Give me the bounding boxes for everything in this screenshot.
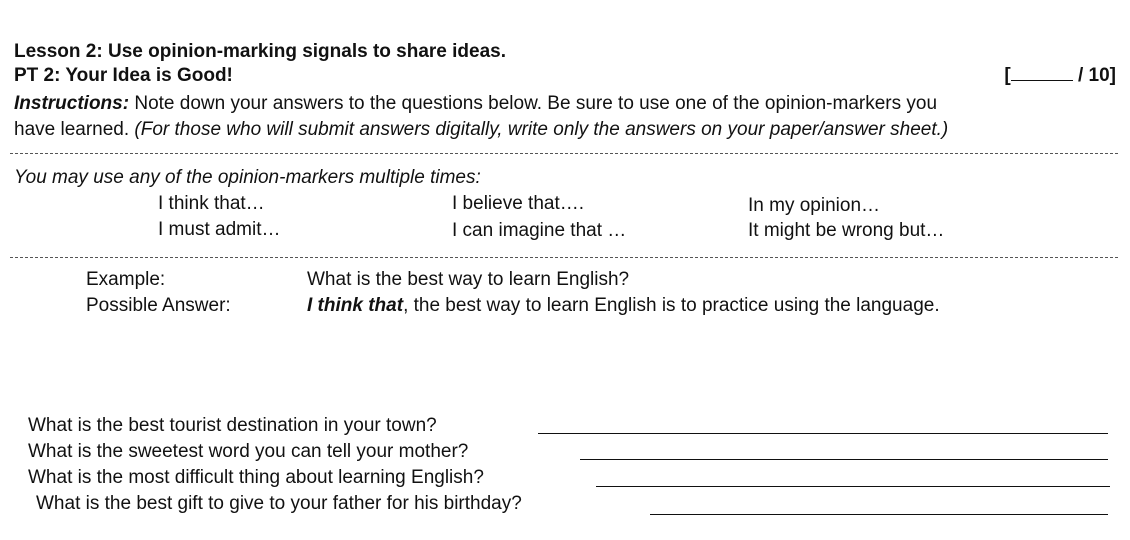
score-total: / 10]	[1077, 65, 1116, 86]
example-answer	[307, 294, 940, 318]
dashed-divider-bottom	[10, 257, 1118, 258]
instructions-line-1	[14, 92, 937, 116]
example-question: What is the best way to learn English?	[307, 269, 630, 290]
marker-item: I believe that….	[452, 193, 585, 214]
answer-line-2[interactable]	[580, 459, 1108, 460]
marker-item: In my opinion…	[748, 195, 881, 216]
question-1: What is the best tourist destination in your town?	[28, 415, 437, 436]
instructions-text: Note down your answers to the questions below. Be sure to use one of the opinion-markers you	[129, 93, 938, 114]
example-label: Example:	[86, 269, 166, 290]
instructions-text-2: have learned.	[14, 119, 135, 140]
instructions-label: Instructions:	[14, 93, 130, 114]
question-2: What is the sweetest word you can tell your mother?	[28, 441, 469, 462]
lesson-title: Lesson 2: Use opinion-marking signals to share ideas.	[14, 41, 507, 62]
score-box	[1004, 64, 1116, 88]
example-answer-text: , the best way to learn English is to practice using the language.	[403, 295, 940, 316]
markers-intro: You may use any of the opinion-markers multiple times:	[14, 167, 481, 188]
marker-item: I think that…	[158, 193, 265, 214]
question-3: What is the most difficult thing about learning English?	[28, 467, 484, 488]
answer-line-4[interactable]	[650, 514, 1108, 515]
marker-item: It might be wrong but…	[748, 220, 945, 241]
instructions-note: (For those who will submit answers digitally, write only the answers on your paper/answer sheet.)	[134, 119, 949, 140]
score-blank[interactable]	[1011, 64, 1073, 81]
score-open-bracket: [	[1004, 65, 1011, 86]
dashed-divider-top	[10, 153, 1118, 154]
instructions-line-2	[14, 118, 948, 142]
answer-line-3[interactable]	[596, 486, 1110, 487]
marker-item: I can imagine that …	[452, 220, 627, 241]
marker-item: I must admit…	[158, 219, 281, 240]
answer-line-1[interactable]	[538, 433, 1108, 434]
example-answer-marker: I think that	[307, 295, 404, 316]
possible-answer-label: Possible Answer:	[86, 295, 231, 316]
pt-title: PT 2: Your Idea is Good!	[14, 65, 233, 86]
question-4: What is the best gift to give to your father for his birthday?	[36, 493, 522, 514]
